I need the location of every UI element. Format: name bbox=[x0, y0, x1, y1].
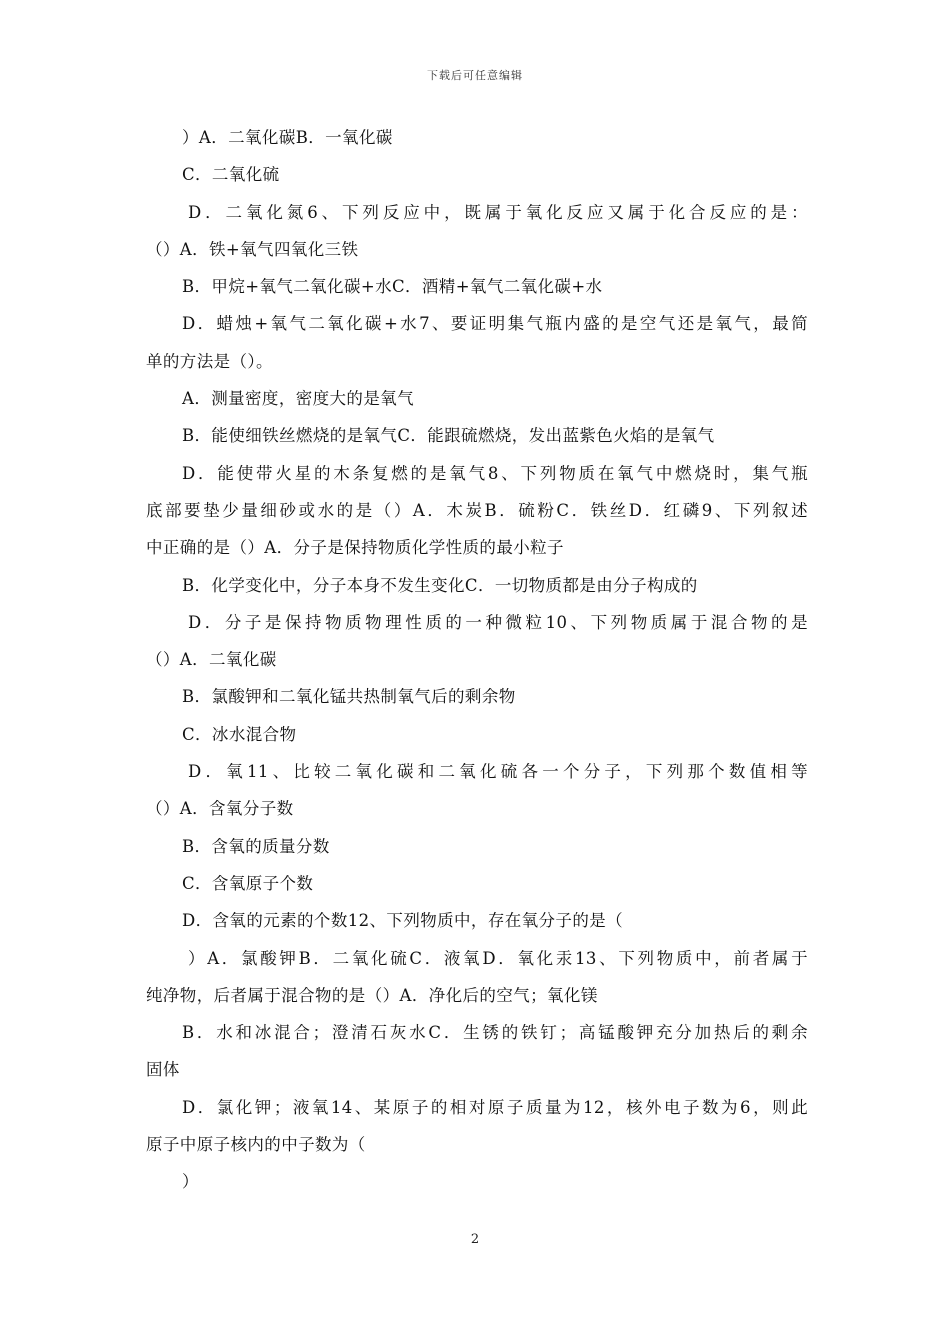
page-number: 2 bbox=[470, 1232, 480, 1247]
text-line: D．分子是保持物质物理性质的一种微粒10、下列物质属于混合物的是 bbox=[188, 612, 808, 632]
text-line: B．能使细铁丝燃烧的是氧气C．能跟硫燃烧，发出蓝紫色火焰的是氧气 bbox=[182, 426, 715, 446]
document-body bbox=[146, 119, 808, 1201]
text-line: D．氧11、比较二氧化碳和二氧化硫各一个分子，下列那个数值相等 bbox=[188, 762, 808, 782]
text-line: 中正确的是（）A．分子是保持物质化学性质的最小粒子 bbox=[146, 538, 564, 558]
text-line: D．蜡烛+氧气二氧化碳+水7、要证明集气瓶内盛的是空气还是氧气，最简 bbox=[182, 314, 808, 334]
text-line: ）A．二氧化碳B．一氧化碳 bbox=[182, 128, 393, 147]
text-line: （）A．铁+氧气四氧化三铁 bbox=[146, 239, 359, 259]
text-line: （）A．含氧分子数 bbox=[146, 799, 294, 819]
text-line: C．含氧原子个数 bbox=[182, 873, 314, 893]
text-line: ）A．氯酸钾B．二氧化硫C．液氧D．氧化汞13、下列物质中，前者属于 bbox=[188, 948, 808, 968]
text-line: B．含氧的质量分数 bbox=[182, 836, 330, 856]
text-line: 固体 bbox=[146, 1060, 180, 1080]
text-line: D．氯化钾；液氧14、某原子的相对原子质量为12，核外电子数为6，则此 bbox=[182, 1097, 808, 1117]
page-header: 下载后可任意编辑 bbox=[427, 69, 523, 82]
text-line: B．甲烷+氧气二氧化碳+水C．酒精+氧气二氧化碳+水 bbox=[182, 277, 603, 297]
text-line: D．含氧的元素的个数12、下列物质中，存在氧分子的是（ bbox=[182, 911, 624, 931]
text-line: D．二氧化氮6、下列反应中，既属于氧化反应又属于化合反应的是： bbox=[188, 202, 808, 222]
text-line: C．冰水混合物 bbox=[182, 724, 297, 744]
text-line: ） bbox=[182, 1172, 199, 1192]
text-line: 单的方法是（）。 bbox=[146, 351, 273, 371]
text-line: D．能使带火星的木条复燃的是氧气8、下列物质在氧气中燃烧时，集气瓶 bbox=[182, 463, 808, 483]
text-line: B．水和冰混合；澄清石灰水C．生锈的铁钉；高锰酸钾充分加热后的剩余 bbox=[182, 1023, 808, 1043]
text-line: B．氯酸钾和二氧化锰共热制氧气后的剩余物 bbox=[182, 687, 516, 707]
text-line: 底部要垫少量细砂或水的是（）A．木炭B．硫粉C．铁丝D．红磷9、下列叙述 bbox=[146, 500, 808, 520]
text-line: A．测量密度，密度大的是氧气 bbox=[182, 389, 415, 409]
text-line: 原子中原子核内的中子数为（ bbox=[146, 1135, 366, 1155]
text-line: B．化学变化中，分子本身不发生变化C．一切物质都是由分子构成的 bbox=[182, 575, 698, 595]
text-line: （）A．二氧化碳 bbox=[146, 650, 277, 670]
text-line: C．二氧化硫 bbox=[182, 165, 280, 185]
text-line: 纯净物，后者属于混合物的是（）A．净化后的空气；氧化镁 bbox=[146, 985, 598, 1005]
